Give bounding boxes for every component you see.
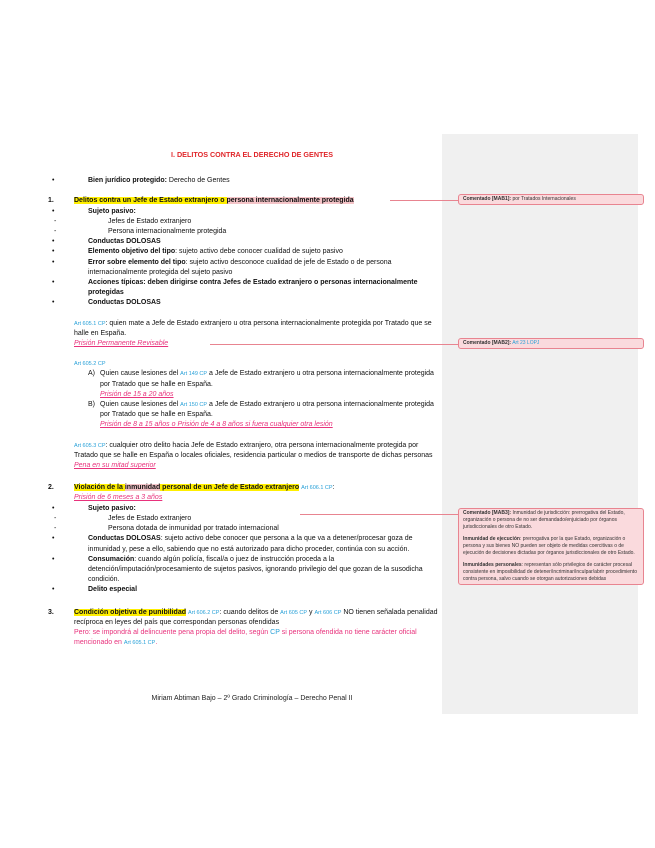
section-3: 3. Condición objetiva de punibilidad Art 606.2 CP: cuando delitos de Art 605 CP y Art 606 CP NO tienen señalada penalidad recíproca en leyes del país que correspondan personas ofendidas Pero: se impondrá al delincuente pena propia del delito, según CP si persona ofendida no tiene carácter oficial mencionado en Art 605.1 CP. [48, 608, 438, 647]
comment-connector [390, 200, 458, 201]
art-605-1: Art 605.1 CP: quien mate a Jefe de Estado extranjero u otra persona internacionalmente protegida por Tratado que se halle en España. Prisión Permanente Revisable [74, 319, 432, 348]
inmunidad-commented[interactable]: inmunidad [124, 484, 161, 492]
comment-connector [210, 344, 458, 345]
comment-mab3[interactable]: Comentado [MAB3]: Inmunidad de jurisdicción: prerrogativa del Estado, organización o persona de no ser demandado/enjuiciado por órganos jurisdiccionales de otro Estado. Inmunidad de ejecución: prerrogativa por la que Estado, organización o persona y sus bienes NO pueden ser objeto de medidas coercitivas o de ejecución de decisiones dictadas por órganos jurisdiccionales de otro Estado. Inmunidades personales: representan sólo privilegios de carácter procesal consistente en imposibilidad de detener/incriminar/inculpar/abrir procedimiento contra persona, salvo cuando se otorgan autorizaciones debidas [458, 508, 644, 585]
section-1: 1. Delitos contra un Jefe de Estado extranjero o persona internacionalmente protegida [48, 197, 354, 205]
bullet-icon: • [52, 177, 55, 185]
comments-margin [442, 134, 638, 714]
bien-juridico-item: • Bien jurídico protegido: Derecho de Gentes [62, 176, 442, 186]
comment-mab1[interactable]: Comentado [MAB1]: por Tratados Internacionales [458, 194, 644, 205]
art-605-3: Art 605.3 CP: cualquier otro delito hacia Jefe de Estado extranjero, otra persona internacionalmente protegida por Tratado que se halle en España o locales oficiales, residencia particular o medios de transporte de dichas personas Pena en su mitad superior [74, 441, 433, 470]
comment-mab2[interactable]: Comentado [MAB2]: Art 23 LOPJ [458, 338, 644, 349]
section-title: I. DELITOS CONTRA EL DERECHO DE GENTES [170, 150, 333, 159]
heading-1-commented[interactable]: persona internacionalmente protegida [226, 197, 354, 205]
heading-1[interactable]: Delitos contra un Jefe de Estado extranjero [74, 197, 219, 205]
document-body: I. DELITOS CONTRA EL DERECHO DE GENTES • Bien jurídico protegido: Derecho de Gentes 1. Delitos contra un Jefe de Estado extranjero o persona internacionalmente protegida • Sujeto pasivo: - Jefes de Estado extranjero - Persona internacionalmente protegida • Conductas DOLOSAS • Elemento objetivo del tipo: sujeto activo debe conocer cualidad de sujeto pasivo • Error sobre elemento del tipo: sujeto activo desconoce cualidad de jefe de Estado o de persona internacionalmente protegida del sujeto pasivo • Acciones típicas: deben dirigirse contra Jefes de Estado extranjero o personas internacionalmente protegidas • Conductas DOLOSAS Art 605.1 CP: quien mate a Jefe de Estado extranjero u otra persona internacionalmente protegida por Tratado que se halle en España. Prisión Permanente Revisable Art 605.2 CP A) Quien cause lesiones del Art 149 CP a Jefe de Estado extranjero u otra persona internacionalmente protegida por Tratado que se halle en España. Prisión de 15 a 20 años B) Quien cause lesiones del Art 150 CP a Jefe de Estado extranjero u otra persona internacionalmente protegida por Tratado que se halle en España. Prisión de 8 a 15 años o Prisión de 4 a 8 años si fuera cualquier otra lesión Art 605.3 CP: cualquier otro delito hacia Jefe de Estado extranjero, otra persona internacionalmente protegida por Tratado que se halle en España o locales oficiales, residencia particular o medios de transporte de dichas personas Pena en su mitad superior 2. Violación de la inmunidad personal de un Jefe de Estado extranjero Art 606.1 CP: Prisión de 6 meses a 3 años • Sujeto pasivo: - Jefes de Estado extranjero - Persona dotada de inmunidad por tratado internacional • Conductas DOLOSAS: sujeto activo debe conocer que persona a la que va a detener/procesar goza de inmunidad y, pese a ello, sabiendo que no está autorizado para dicho proceder, continúa con su acción. • Consumación: cuando algún policía, fiscal/a o juez de instrucción proceda a la detención/imputación/procesamiento de sujetos pasivos, ignorando privilegio del que gozan de la susodicha condición. • Delito especial 3. Condición objetiva de punibilidad Art 606.2 CP: cuando delitos de Art 605 CP y Art 606 CP NO tienen señalada penalidad recíproca en leyes del país que correspondan personas ofendidas Pero: se impondrá al delincuente pena propia del delito, según CP si persona ofendida no tiene carácter oficial mencionado en Art 605.1 CP. [62, 150, 442, 648]
page-footer: Miriam Abtiman Bajo – 2º Grado Criminología – Derecho Penal II [151, 695, 353, 702]
section-2: 2. Violación de la inmunidad personal de un Jefe de Estado extranjero Art 606.1 CP: Prisión de 6 meses a 3 años [48, 484, 335, 502]
comment-connector [300, 514, 458, 515]
art-605-2: Art 605.2 CP [74, 361, 106, 368]
